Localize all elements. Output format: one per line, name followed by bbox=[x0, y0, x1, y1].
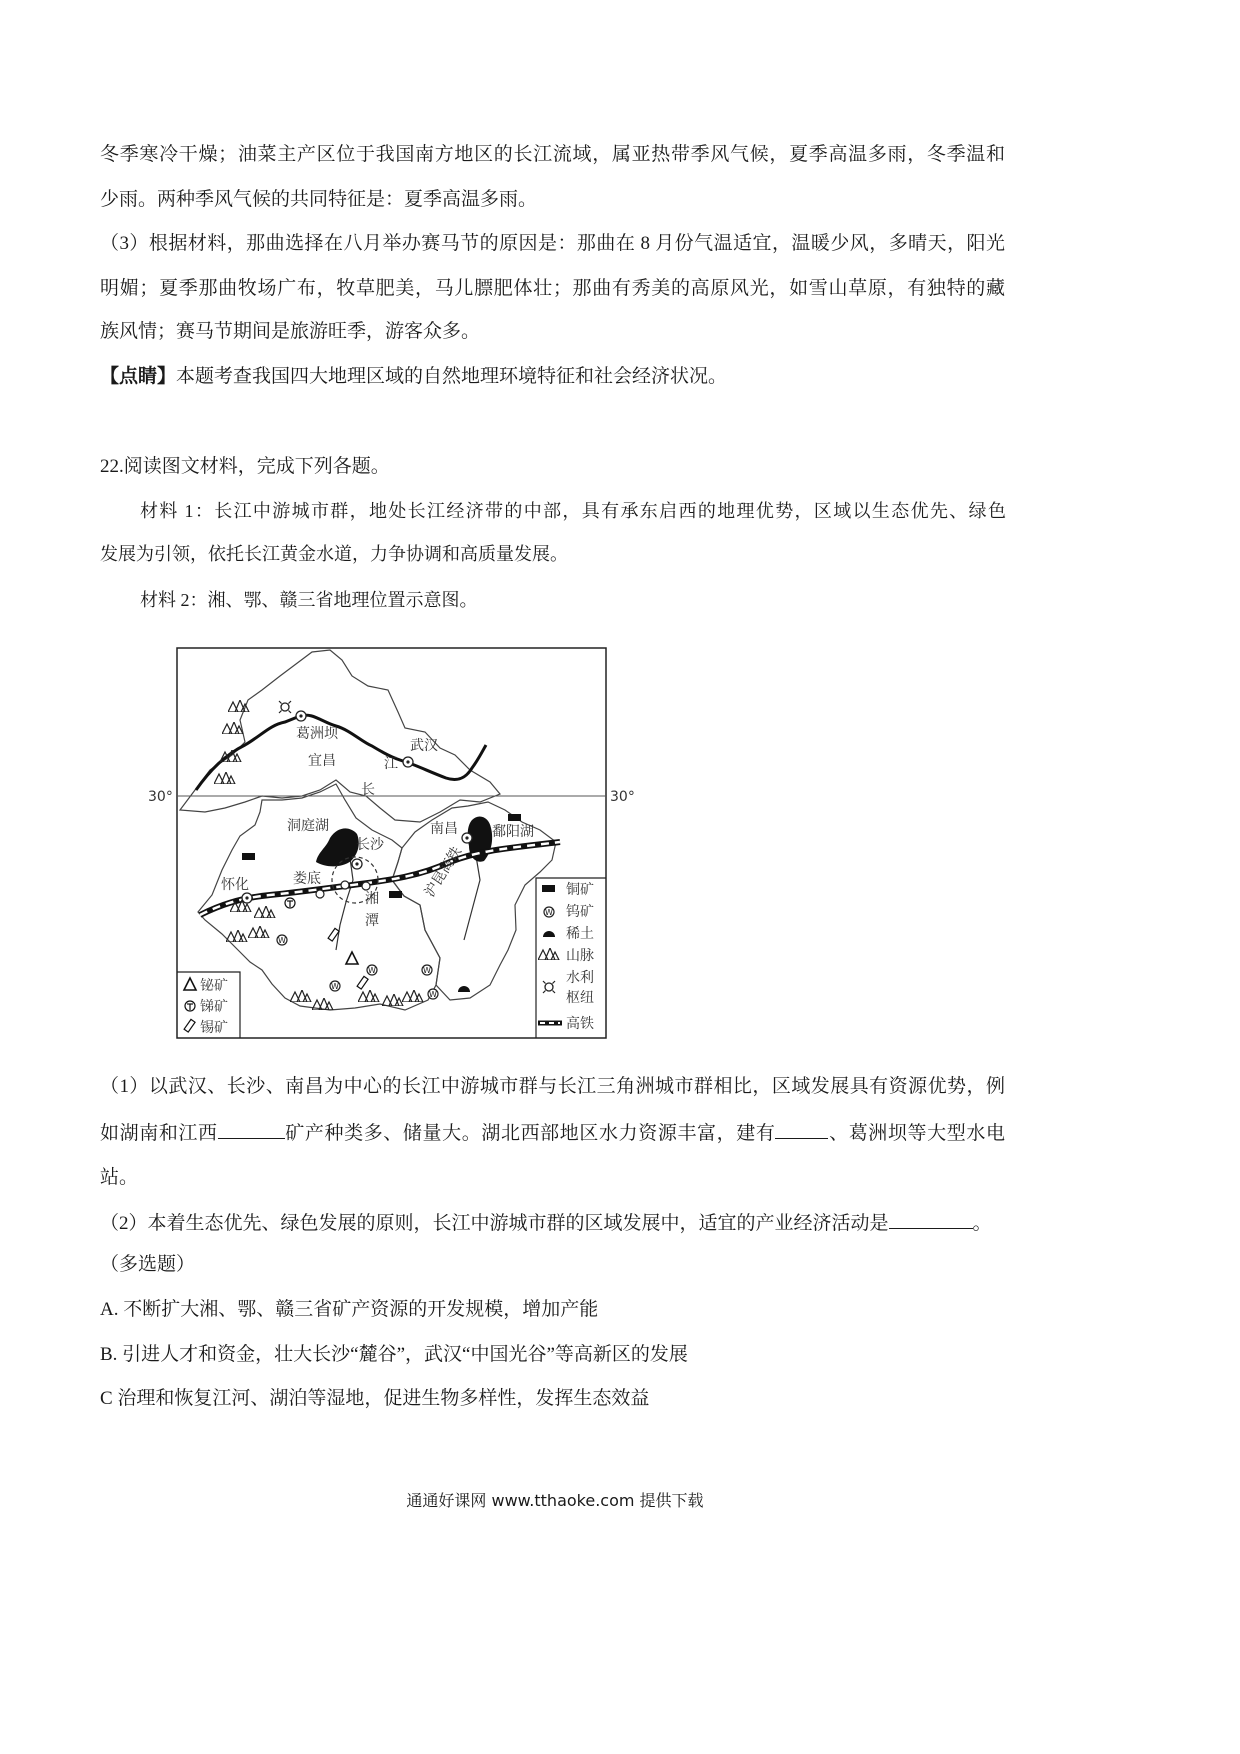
material-1-line-2: 发展为引领，依托长江黄金水道，力争协调和高质量发展。 bbox=[100, 544, 568, 564]
question-22-title: 22.阅读图文材料，完成下列各题。 bbox=[100, 456, 390, 477]
three-province-map bbox=[140, 640, 640, 1050]
q2-text-b: 。 bbox=[972, 1213, 992, 1234]
legend-hydro-label-2: 枢纽 bbox=[566, 990, 594, 1006]
zhuzhou-city-icon bbox=[362, 882, 370, 890]
xiangtan-city-icon bbox=[341, 881, 349, 889]
tungsten-icon bbox=[428, 989, 438, 999]
tungsten-icon bbox=[367, 965, 377, 975]
latitude-label-right: 30° bbox=[610, 789, 635, 805]
nanchang-city-icon bbox=[462, 833, 472, 843]
q1-line-3: 站。 bbox=[100, 1167, 139, 1188]
wuhan-city-icon bbox=[403, 757, 413, 767]
antimony-icon bbox=[285, 898, 295, 908]
tungsten-icon bbox=[422, 965, 432, 975]
tungsten-icon bbox=[330, 981, 340, 991]
changsha-city-icon bbox=[352, 859, 362, 869]
loudi-city-icon bbox=[316, 890, 324, 898]
passage-line-5: 族风情；赛马节期间是旅游旺季，游客众多。 bbox=[100, 321, 481, 342]
poyang-label: 鄱阳湖 bbox=[492, 824, 534, 840]
material-1-line-1: 材料 1：长江中游城市群，地处长江经济带的中部，具有承东启西的地理优势，区域以生态优先、绿色 bbox=[140, 501, 1006, 521]
material-2: 材料 2：湘、鄂、赣三省地理位置示意图。 bbox=[140, 590, 478, 610]
loudi-label: 娄底 bbox=[293, 871, 321, 887]
huaihua-label: 怀化 bbox=[221, 877, 249, 893]
legend-tungsten-label: 钨矿 bbox=[566, 904, 594, 920]
q1-line-1: （1）以武汉、长沙、南昌为中心的长江中游城市群与长江三角洲城市群相比，区域发展具有资源优势，例 bbox=[100, 1076, 1005, 1097]
answer-blank-3[interactable] bbox=[889, 1210, 973, 1229]
river-label-chang: 长 bbox=[361, 782, 375, 798]
legend-hydro-label-1: 水利 bbox=[566, 970, 594, 986]
nanchang-label: 南昌 bbox=[430, 821, 458, 837]
legend-hydro-icon bbox=[543, 981, 555, 993]
legend-antimony-label: 锑矿 bbox=[200, 999, 228, 1015]
copper-icon bbox=[508, 814, 521, 821]
q1-text-c: 、葛洲坝等大型水电 bbox=[828, 1123, 1005, 1144]
legend-rail-label: 高铁 bbox=[566, 1016, 594, 1032]
legend-copper-label: 铜矿 bbox=[566, 882, 594, 898]
dianjing-text: 本题考查我国四大地理区域的自然地理环境特征和社会经济状况。 bbox=[176, 366, 728, 387]
passage-line-1: 冬季寒冷干燥；油菜主产区位于我国南方地区的长江流域，属亚热带季风气候，夏季高温多雨，冬季温和 bbox=[100, 144, 1005, 165]
yichang-city-icon bbox=[296, 711, 306, 721]
legend-tin-label: 锡矿 bbox=[200, 1020, 228, 1036]
tungsten-icon bbox=[277, 935, 287, 945]
legend-mountain-label: 山脉 bbox=[566, 948, 594, 964]
dianjing-tag: 【点睛】 bbox=[100, 366, 177, 387]
legend-antimony-icon bbox=[185, 1001, 195, 1011]
copper-icon bbox=[242, 853, 255, 860]
answer-blank-1[interactable] bbox=[218, 1120, 285, 1139]
q2-multi-select-note: （多选题） bbox=[100, 1254, 196, 1275]
option-a: A. 不断扩大湘、鄂、赣三省矿产资源的开发规模，增加产能 bbox=[100, 1299, 599, 1320]
legend-rare-earth-label: 稀土 bbox=[566, 926, 594, 942]
passage-line-2: 少雨。两种季风气候的共同特征是：夏季高温多雨。 bbox=[100, 189, 538, 210]
copper-icon bbox=[389, 891, 402, 898]
page-footer: 通通好课网 www.tthaoke.com 提供下载 bbox=[406, 1491, 704, 1510]
legend-tungsten-icon bbox=[544, 907, 554, 917]
latitude-label-left: 30° bbox=[148, 789, 173, 805]
tan-label: 潭 bbox=[365, 913, 379, 929]
legend-bismuth-label: 铋矿 bbox=[200, 978, 228, 994]
dongting-label: 洞庭湖 bbox=[287, 818, 329, 834]
xiang-label: 湘 bbox=[365, 891, 379, 907]
river-label-jiang: 江 bbox=[384, 756, 398, 772]
huaihua-city-icon bbox=[242, 893, 252, 903]
gezhouba-label: 葛洲坝 bbox=[296, 726, 338, 742]
q1-line-2 bbox=[100, 1120, 1005, 1147]
legend-copper-icon bbox=[542, 885, 555, 892]
answer-blank-2[interactable] bbox=[775, 1120, 828, 1139]
gezhouba-hydro-icon bbox=[279, 701, 291, 713]
yichang-label: 宜昌 bbox=[308, 753, 336, 769]
q1-text-b: 矿产种类多、储量大。湖北西部地区水力资源丰富，建有 bbox=[284, 1123, 776, 1144]
dianjing-line bbox=[100, 364, 727, 390]
q2-line-1 bbox=[100, 1210, 992, 1237]
passage-line-3: （3）根据材料，那曲选择在八月举办赛马节的原因是：那曲在 8 月份气温适宜，温暖少风，多晴天，阳光 bbox=[100, 233, 1005, 254]
q2-text-a: （2）本着生态优先、绿色发展的原则，长江中游城市群的区域发展中，适宜的产业经济活动是 bbox=[100, 1213, 889, 1234]
passage-line-4: 明媚；夏季那曲牧场广布，牧草肥美，马儿膘肥体壮；那曲有秀美的高原风光，如雪山草原，有独特的藏 bbox=[100, 278, 1005, 299]
changsha-label: 长沙 bbox=[356, 837, 384, 853]
q1-text-a: 如湖南和江西 bbox=[100, 1123, 218, 1144]
railway-label: 沪昆高铁 bbox=[421, 844, 466, 901]
option-c: C 治理和恢复江河、湖泊等湿地，促进生物多样性，发挥生态效益 bbox=[100, 1388, 650, 1409]
option-b: B. 引进人才和资金，壮大长沙“麓谷”，武汉“中国光谷”等高新区的发展 bbox=[100, 1344, 688, 1365]
wuhan-label: 武汉 bbox=[410, 738, 438, 754]
